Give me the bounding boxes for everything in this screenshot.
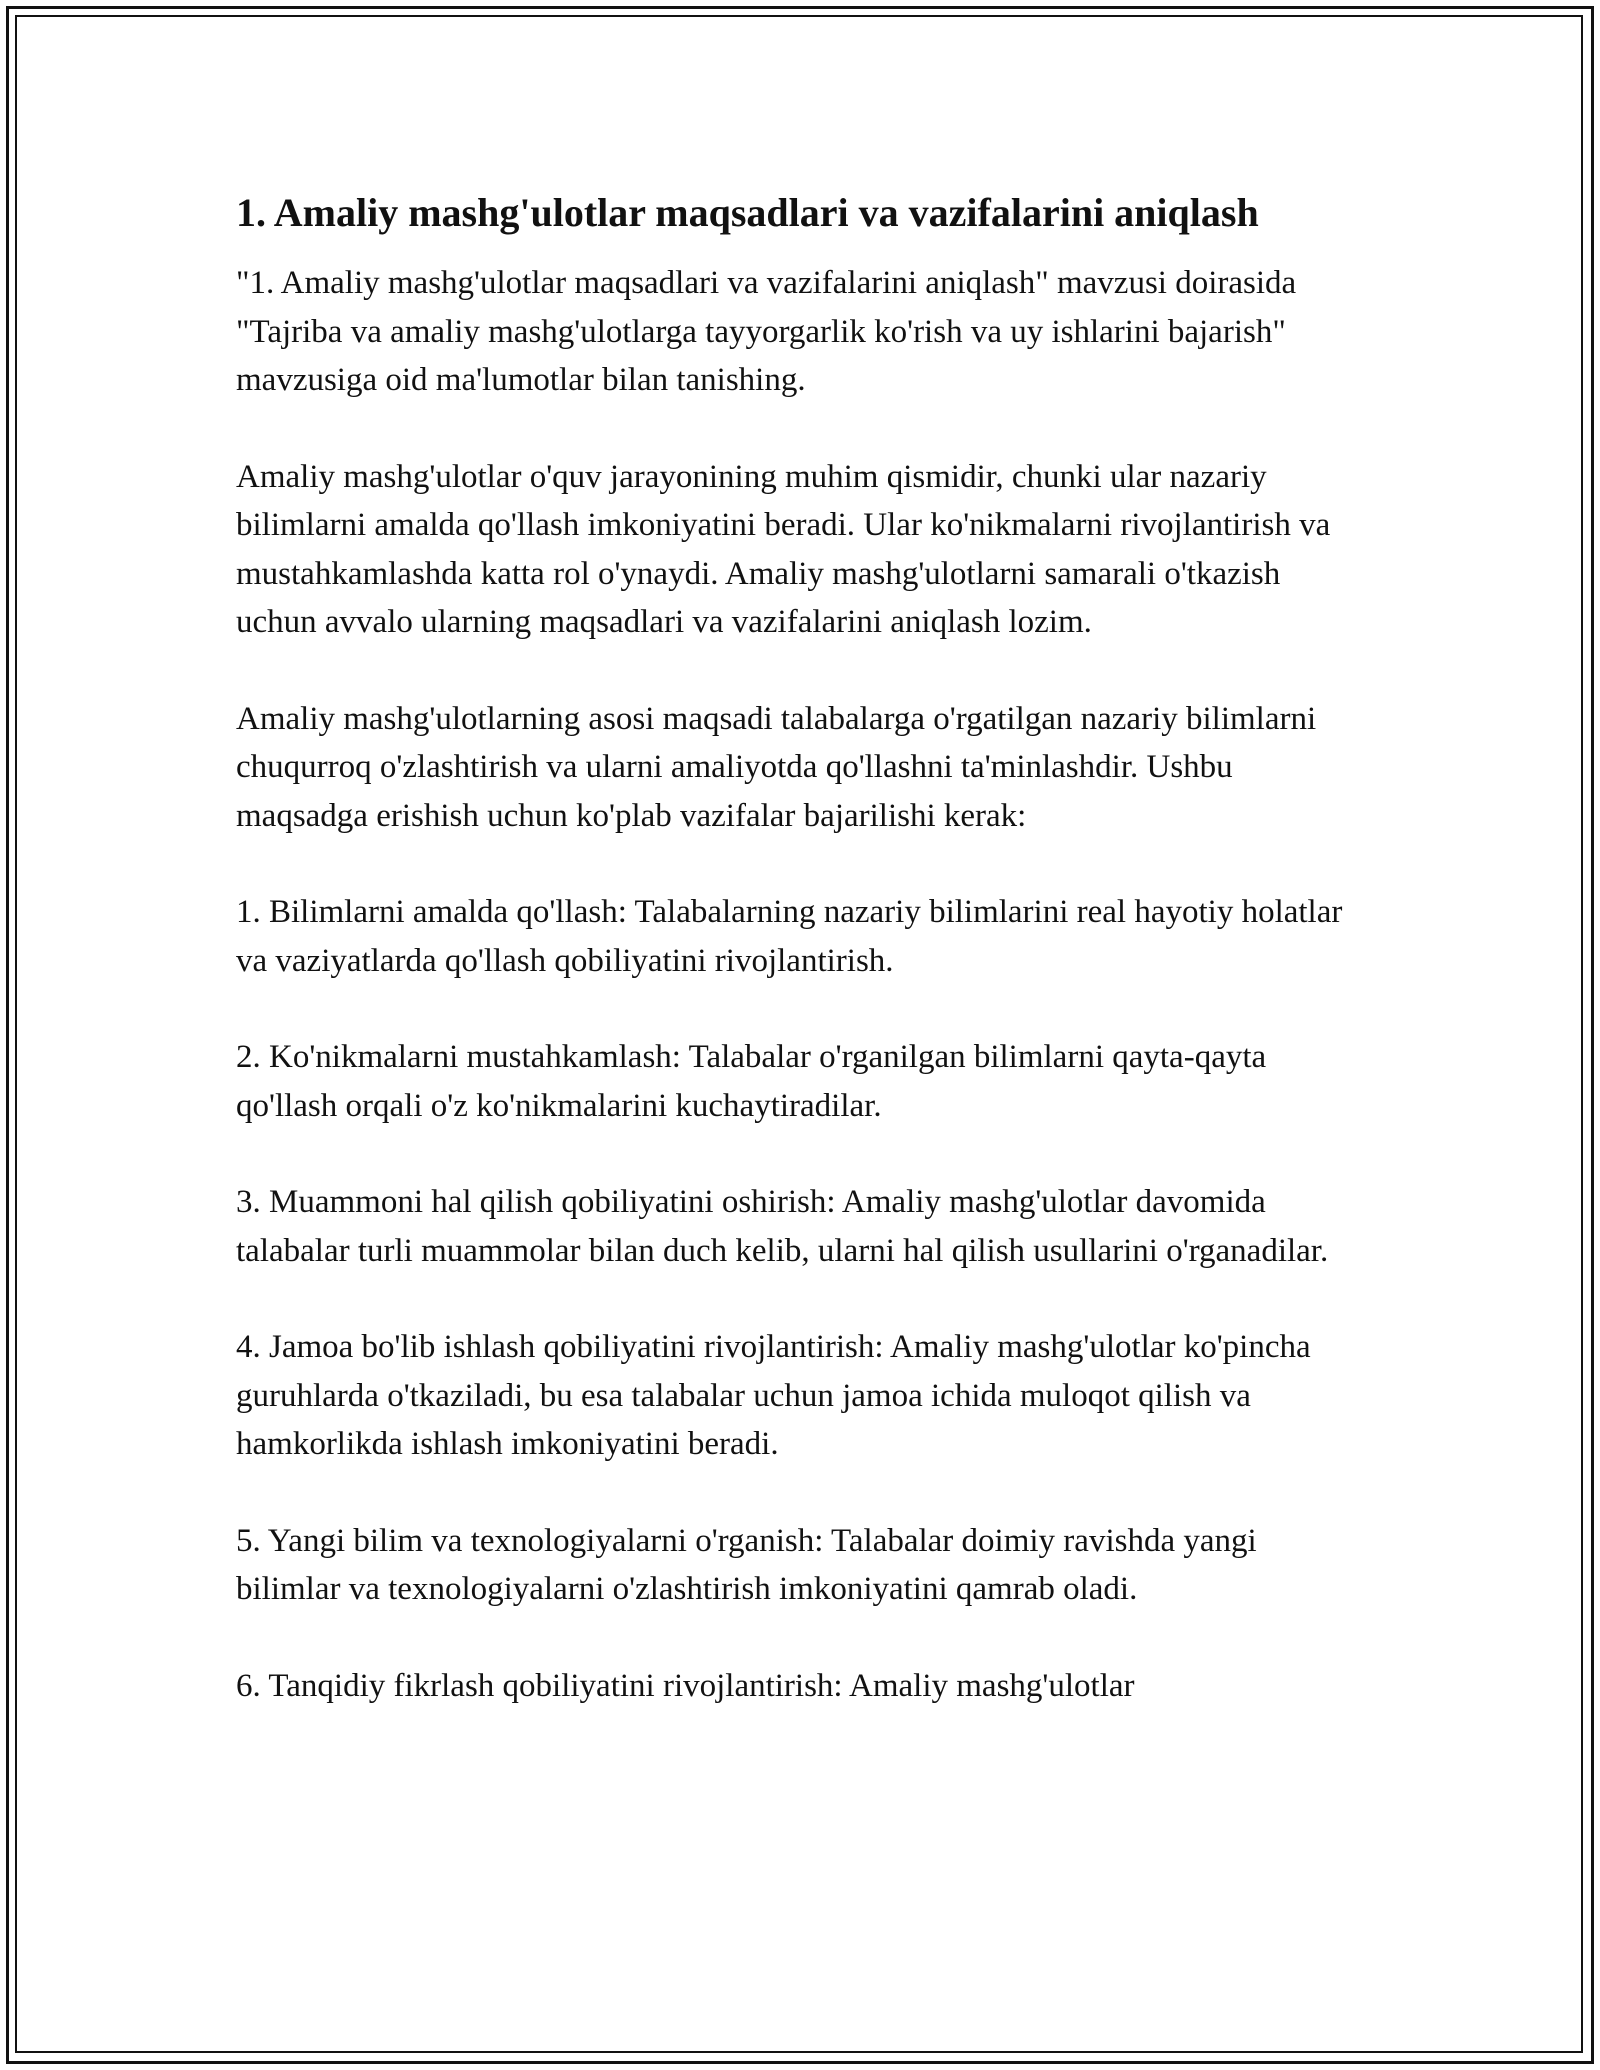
list-item: 4. Jamoa bo'lib ishlash qobiliyatini rivojlantirish: Amaliy mashg'ulotlar ko'pincha guruhlarda o'tkaziladi, bu esa talabalar uchun jamoa ichida muloqot qilish va hamkorlikda ishlash imkoniyatini beradi. (236, 1329, 1311, 1462)
document-title: 1. Amaliy mashg'ulotlar maqsadlari va vazifalarini aniqlash (236, 190, 1259, 235)
list-item: 6. Tanqidiy fikrlash qobiliyatini rivojlantirish: Amaliy mashg'ulotlar (236, 1667, 1135, 1704)
list-item: 1. Bilimlarni amalda qo'llash: Talabalarning nazariy bilimlarini real hayotiy holatlar va vaziyatlarda qo'llash qobiliyatini rivojlantirish. (236, 894, 1343, 979)
list-item: 5. Yangi bilim va texnologiyalarni o'rganish: Talabalar doimiy ravishda yangi bilimlar va texnologiyalarni o'zlashtirish imkoniyatini qamrab oladi. (236, 1522, 1257, 1607)
body-paragraph: Amaliy mashg'ulotlar o'quv jarayonining muhim qismidir, chunki ular nazariy bilimlarni amalda qo'llash imkoniyatini beradi. Ular ko'nikmalarni rivojlantirish va mustahkamlashda katta rol o'ynaydi. Amaliy mashg'ulotlarni samarali o'tkazish uchun avvalo ularning maqsadlari va vazifalarini aniqlash lozim. (236, 458, 1331, 640)
body-paragraph: Amaliy mashg'ulotlarning asosi maqsadi talabalarga o'rgatilgan nazariy bilimlarni chuqurroq o'zlashtirish va ularni amaliyotda qo'llashni ta'minlashdir. Ushbu maqsadga erishish uchun ko'plab vazifalar bajarilishi kerak: (236, 700, 1317, 834)
intro-paragraph: "1. Amaliy mashg'ulotlar maqsadlari va vazifalarini aniqlash" mavzusi doirasida "Tajriba va amaliy mashg'ulotlarga tayyorgarlik ko'rish va uy ishlarini bajarish" mavzusiga oid ma'lumotlar bilan tanishing. (236, 265, 1297, 398)
list-item: 2. Ko'nikmalarni mustahkamlash: Talabalar o'rganilgan bilimlarni qayta-qayta qo'llash orqali o'z ko'nikmalarini kuchaytiradilar. (236, 1039, 1267, 1124)
document-body (236, 185, 1366, 1758)
list-item: 3. Muammoni hal qilish qobiliyatini oshirish: Amaliy mashg'ulotlar davomida talabalar turli muammolar bilan duch kelib, ularni hal qilish usullarini o'rganadilar. (236, 1184, 1329, 1269)
